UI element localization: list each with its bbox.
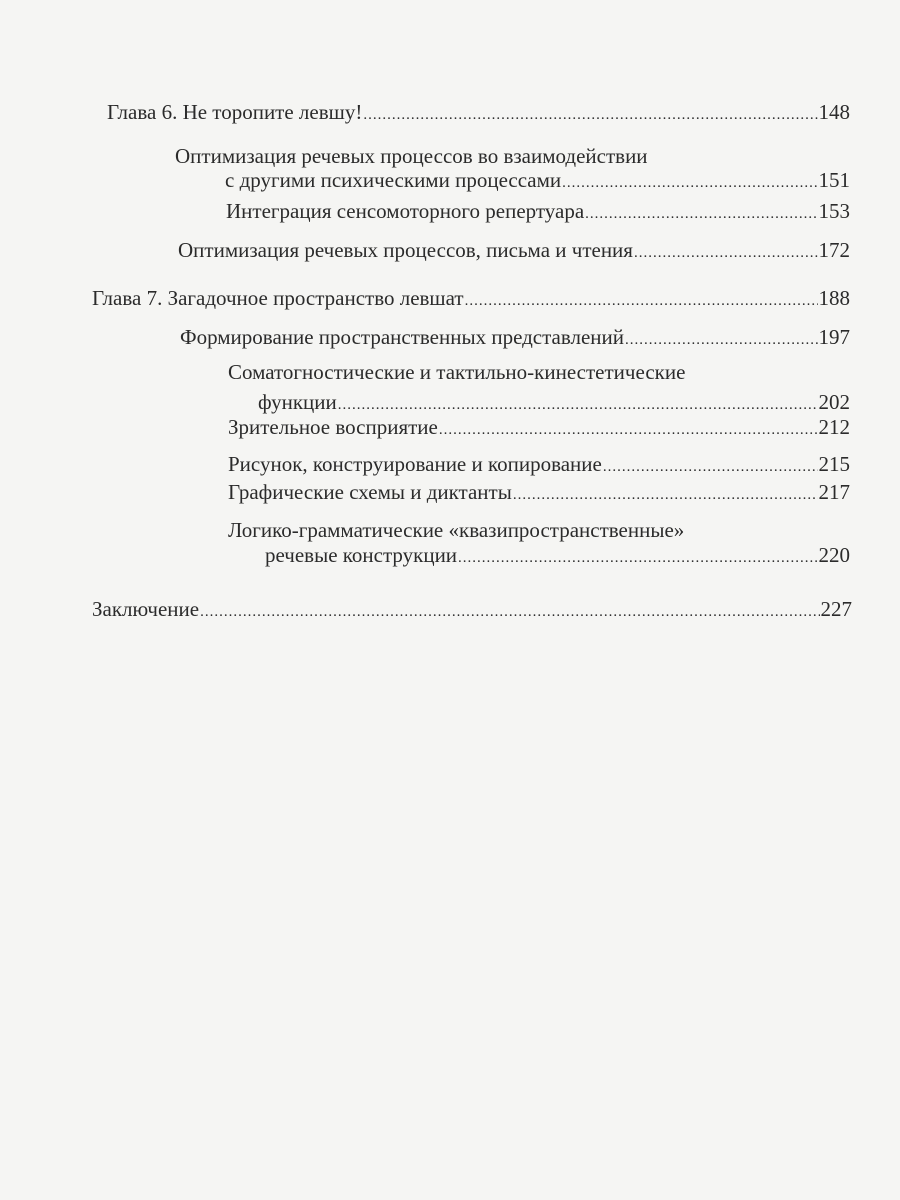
dot-leader [562, 171, 817, 195]
toc-entry-label: Графические схемы и диктанты [228, 480, 512, 504]
toc-entry-conclusion [92, 597, 852, 624]
dot-leader [585, 202, 817, 226]
toc-entry-label: Глава 6. Не торопите левшу! [107, 100, 363, 124]
toc-entry-label: функции [258, 390, 337, 414]
toc-entry-label: Рисунок, конструирование и копирование [228, 452, 602, 476]
toc-entry-page: 153 [818, 199, 850, 223]
toc-entry-chapter-6 [107, 100, 850, 127]
dot-leader [439, 418, 818, 442]
toc-entry-page: 148 [818, 100, 850, 124]
toc-entry-label-line1: Логико-грамматические «квазипространственные» [228, 518, 685, 542]
toc-entry-page: 217 [818, 480, 850, 504]
toc-entry [258, 390, 850, 417]
toc-entry-label: Оптимизация речевых процессов, письма и чтения [178, 238, 633, 262]
dot-leader [625, 328, 817, 352]
toc-entry [225, 168, 850, 195]
toc-entry [178, 238, 850, 265]
toc-entry-page: 202 [818, 390, 850, 414]
toc-entry-label: Глава 7. Загадочное пространство левшат [92, 286, 464, 310]
toc-entry-label: Интеграция сенсомоторного репертуара [226, 199, 585, 223]
toc-entry-chapter-7 [92, 286, 850, 313]
toc-entry-page: 172 [818, 238, 850, 262]
toc-entry [228, 480, 850, 507]
toc-entry-label-line1: Оптимизация речевых процессов во взаимодействии [175, 144, 648, 168]
toc-entry [180, 325, 850, 352]
toc-entry-page: 227 [820, 597, 852, 621]
toc-entry-label: Формирование пространственных представлений [180, 325, 625, 349]
toc-entry-label: речевые конструкции [265, 543, 458, 567]
toc-entry-page: 212 [818, 415, 850, 439]
toc-entry [228, 452, 850, 479]
toc-entry-label: Зрительное восприятие [228, 415, 438, 439]
toc-entry [226, 199, 850, 226]
dot-leader [338, 393, 818, 417]
toc-entry-page: 220 [818, 543, 850, 567]
toc-entry-label-line1: Соматогностические и тактильно-кинестетические [228, 360, 686, 384]
toc-entry-page: 197 [818, 325, 850, 349]
dot-leader [634, 241, 818, 265]
toc-entry-label: Заключение [92, 597, 200, 621]
dot-leader [363, 103, 817, 127]
toc-entry-page: 151 [818, 168, 850, 192]
toc-entry-label: с другими психическими процессами [225, 168, 562, 192]
dot-leader [603, 455, 818, 479]
toc-entry [228, 415, 850, 442]
toc-entry [265, 543, 850, 570]
toc-entry-page: 188 [818, 286, 850, 310]
dot-leader [465, 289, 818, 313]
dot-leader [458, 546, 817, 570]
dot-leader [200, 600, 819, 624]
dot-leader [513, 483, 818, 507]
toc-entry-page: 215 [818, 452, 850, 476]
